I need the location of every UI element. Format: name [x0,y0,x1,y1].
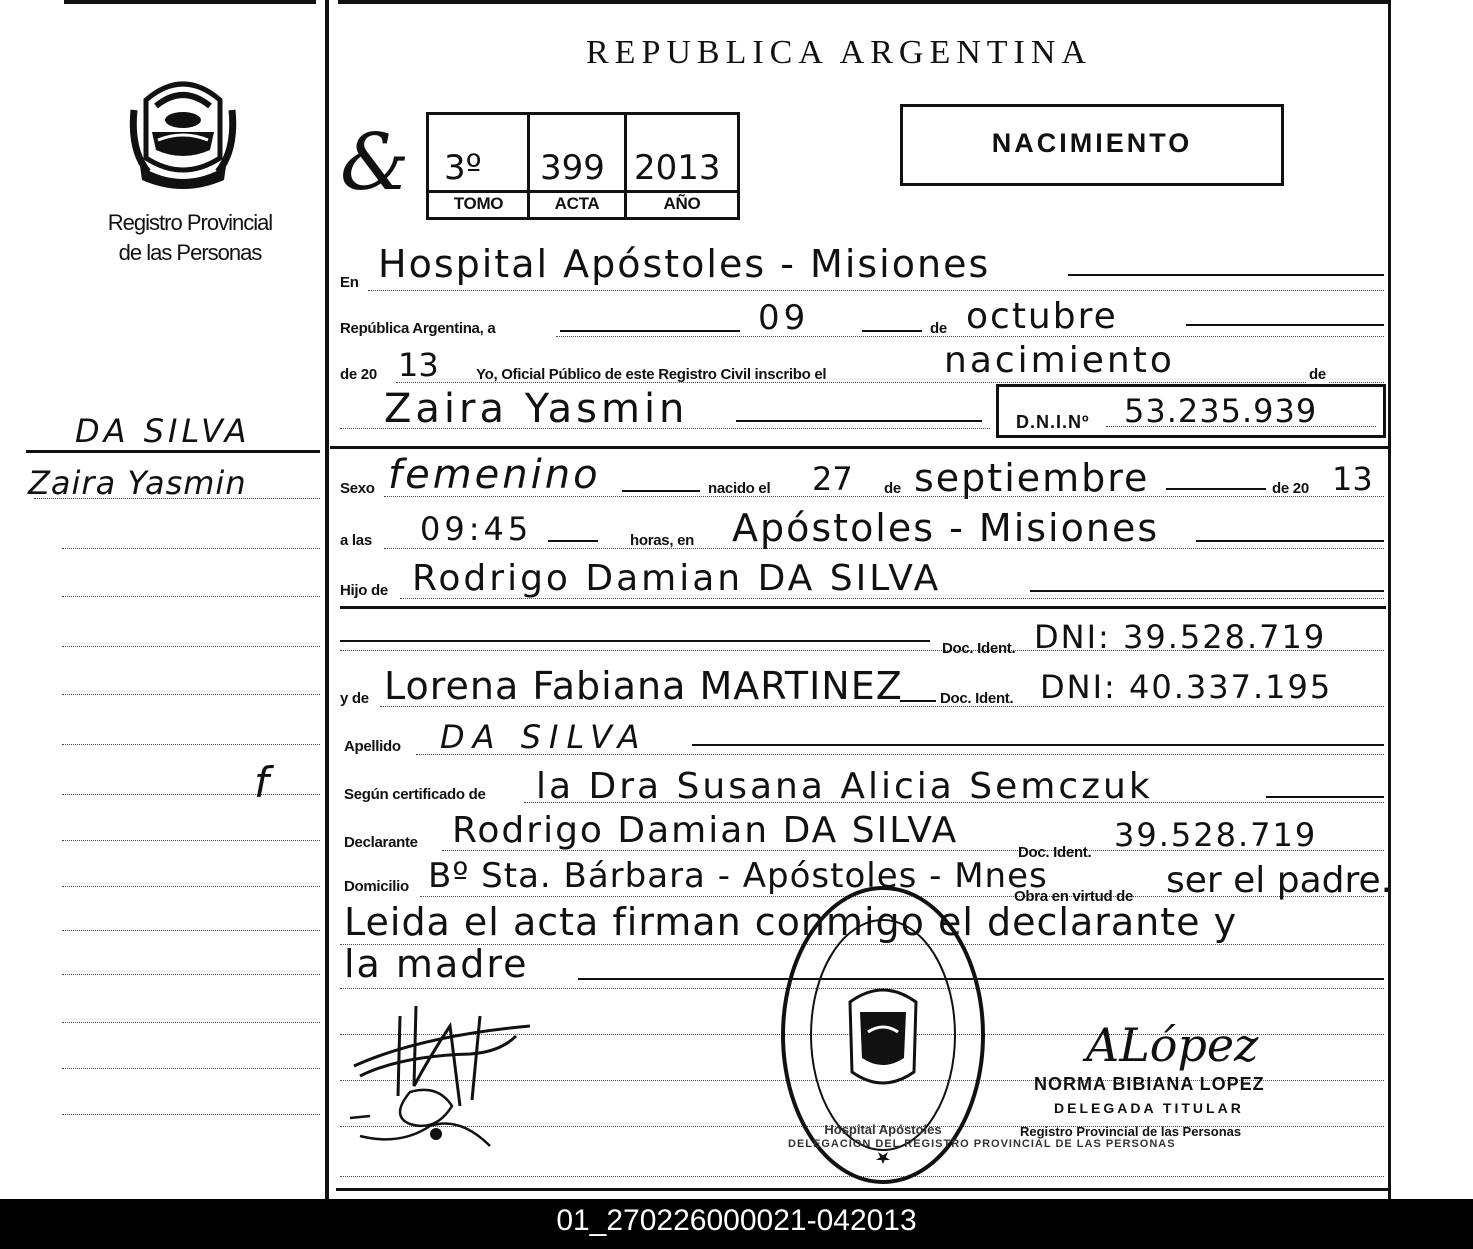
bottom-rule [336,1188,1388,1191]
fill-dash [1068,274,1384,276]
fill-dash [1196,540,1384,542]
stub-line [62,930,320,931]
stub-line [62,1114,320,1115]
acta-value: 399 [540,148,605,188]
mother: Lorena Fabiana MARTINEZ [384,664,903,708]
declarant-dni: 39.528.719 [1114,816,1318,854]
fill-dash [692,744,1384,746]
fill-dash [736,420,982,422]
section-rule [330,446,1388,449]
row-line [1106,426,1376,427]
tomo-value: 3º [444,148,482,188]
capacity: ser el padre. [1166,860,1393,901]
fill-dash [548,540,598,542]
label-obra: Obra en virtud de [1014,888,1134,905]
address: Bº Sta. Bárbara - Apóstoles - Mnes [428,856,1048,896]
stub-line [62,596,320,597]
stub-line [62,974,320,975]
declarant-signature [340,996,540,1176]
stub-line [62,1022,320,1023]
stub-line [62,1068,320,1069]
fill-dash [862,330,922,332]
label-horas: horas, en [630,532,694,549]
label-hijo: Hijo de [340,582,388,599]
birth-month: septiembre [914,456,1150,500]
month: octubre [966,296,1118,337]
seal-inner-text: Hospital Apóstoles [824,1122,942,1137]
time: 09:45 [420,510,533,548]
label-doc-ident: Doc. Ident. [942,640,1016,657]
fill-dash [900,700,936,702]
label-domicilio: Domicilio [344,878,409,895]
birth-day: 27 [812,460,853,498]
page-divider [325,0,329,1200]
label-nacido: nacido el [708,480,771,497]
stub-line [62,744,320,745]
official-title: DELEGADA TITULAR [1054,1100,1244,1116]
section-rule [340,606,1386,609]
official-name: NORMA BIBIANA LOPEZ [1034,1074,1265,1094]
footer-code: 01_270226000021-042013 [556,1204,917,1237]
label-declarante: Declarante [344,834,418,851]
label-de-20: de 20 [340,366,377,383]
seal-text: DELEGACION DEL REGISTRO PROVINCIAL DE LAS PERSONAS [788,1138,1176,1150]
label-apellido: Apellido [344,738,401,755]
day: 09 [758,298,810,338]
label-y-de: y de [340,690,369,707]
place: Hospital Apóstoles - Misiones [378,242,991,286]
fill-dash [340,640,930,642]
official-office: Registro Provincial de las Personas [1020,1124,1242,1139]
box-label-rule [426,190,740,193]
fill-dash [1266,796,1384,798]
label-segun: Según certificado de [344,786,486,803]
stub-line [62,886,320,887]
tomo-label: TOMO [453,194,504,213]
ano-value: 2013 [634,148,721,188]
remarks-line-2: la madre [344,942,529,986]
remarks-line-1: Leida el acta firman conmigo el declarante y [344,900,1238,944]
stub-surname: DA SILVA [75,412,251,450]
birth-year: 13 [1332,460,1373,498]
certificate: la Dra Susana Alicia Semczuk [536,766,1153,807]
registry-line-1: Registro Provincial [107,210,273,235]
row-line [396,382,1384,383]
sex: femenino [388,452,601,498]
stub-line [62,840,320,841]
label-republica: República Argentina, a [340,320,496,337]
right-border [1388,0,1391,1200]
stub-given-names: Zaira Yasmin [28,464,247,502]
stub-line [34,498,320,499]
surname: DA SILVA [440,718,648,756]
row-line [368,290,1384,291]
stub-line [62,694,320,695]
declarant: Rodrigo Damian DA SILVA [452,810,959,851]
top-rule-right [338,0,1388,4]
record-type: NACIMIENTO [991,128,1193,158]
top-rule-left [64,0,316,4]
label-dni: D.N.I.Nº [1016,412,1090,432]
birth-place: Apóstoles - Misiones [732,506,1160,550]
name: Zaira Yasmin [384,386,689,432]
label-de-mid: de [884,480,901,497]
stub-mark: f [254,758,269,807]
acta-label: ACTA [554,194,600,213]
stub-surname-rule [26,450,320,453]
fill-dash [622,490,700,492]
fill-dash [560,330,740,332]
label-de: de [930,320,947,337]
official-handwritten-signature: ALópez [1086,1018,1259,1072]
fill-dash [1166,488,1266,490]
initials-mark: & [340,118,410,208]
label-doc-ident-2: Doc. Ident. [940,690,1014,707]
label-a-las: a las [340,532,372,549]
stub-line [62,646,320,647]
act: nacimiento [944,340,1175,381]
mother-dni: DNI: 40.337.195 [1040,668,1333,706]
dni: 53.235.939 [1124,392,1318,430]
label-sexo: Sexo [340,480,375,497]
stub-line [62,548,320,549]
year: 13 [398,346,439,384]
label-de-20-end: de 20 [1272,480,1309,497]
label-en: En [340,274,359,291]
father-dni: DNI: 39.528.719 [1034,618,1327,656]
label-doc-ident-3: Doc. Ident. [1018,844,1092,861]
stub-line [62,794,320,795]
provincial-coat-of-arms [128,70,238,190]
fill-dash [1186,324,1384,326]
country-heading: REPUBLICA ARGENTINA [586,34,1092,71]
registry-line-2: de las Personas [118,240,262,265]
fill-dash [1030,590,1384,592]
ano-label: AÑO [663,194,701,213]
label-oficial: Yo, Oficial Público de este Registro Civil inscribo el [476,366,827,383]
label-de-end: de [1306,366,1329,383]
father: Rodrigo Damian DA SILVA [412,558,942,599]
